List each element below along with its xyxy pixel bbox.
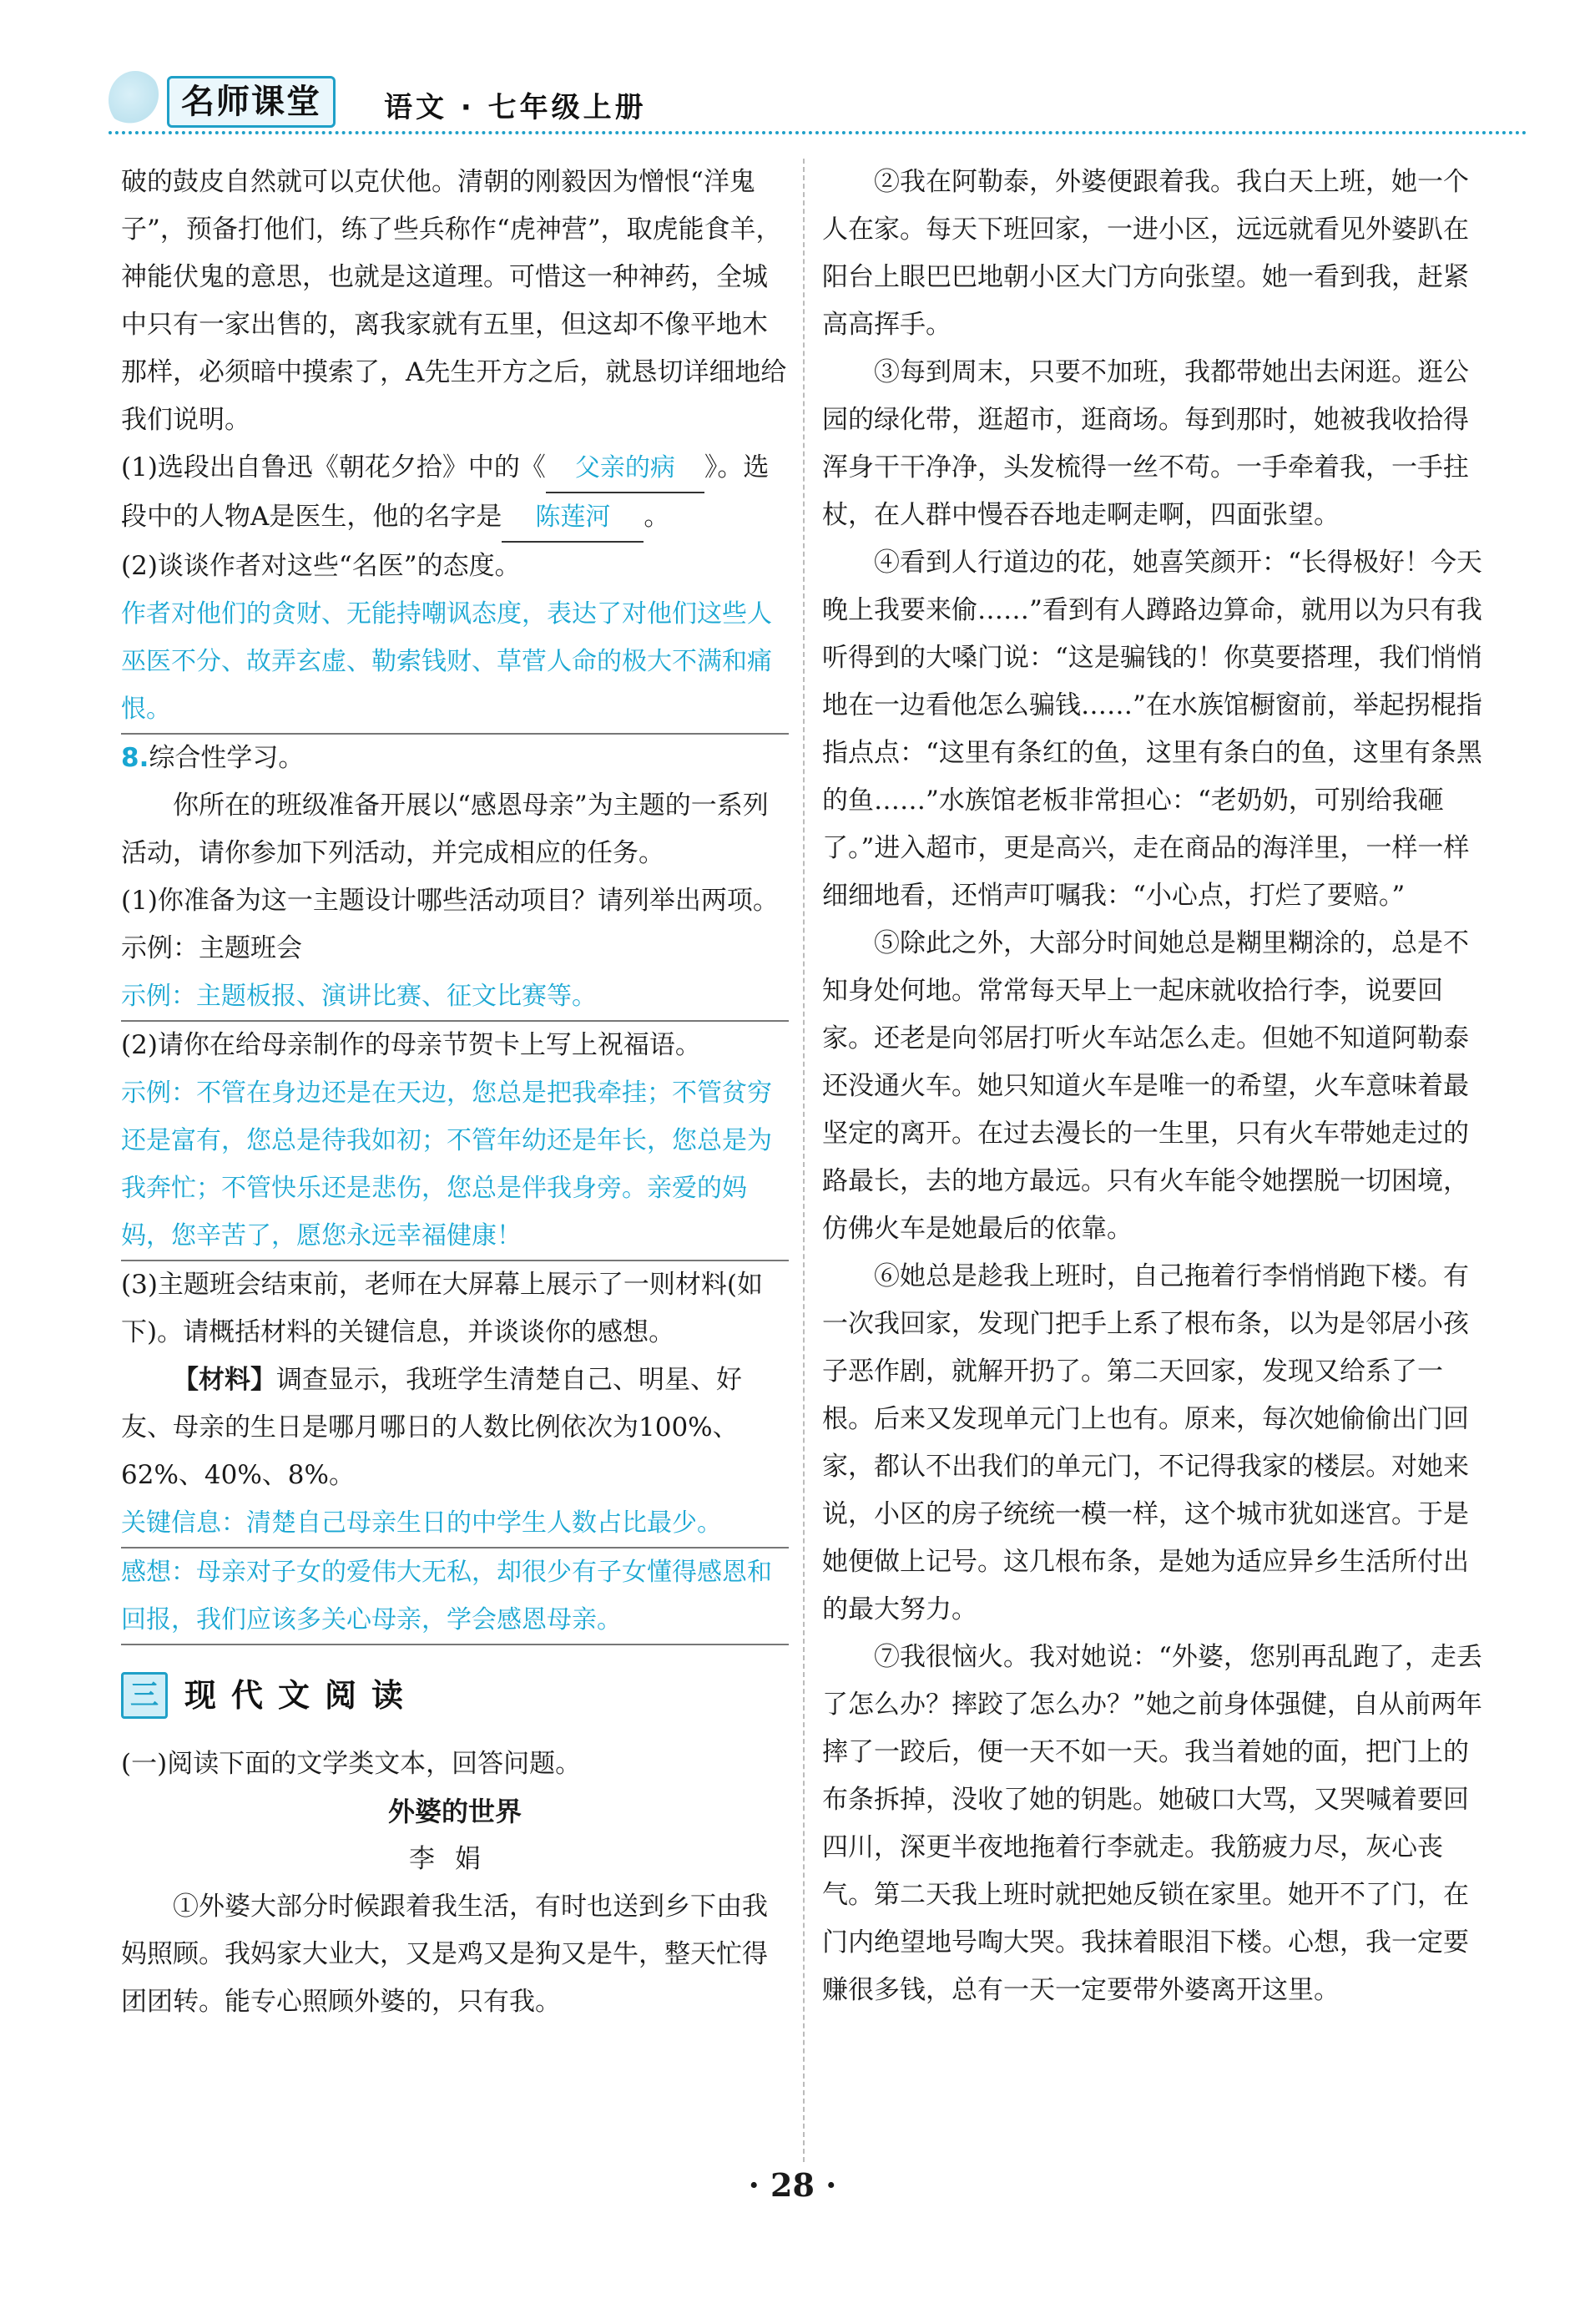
question-7-2: (2)谈谈作者对这些“名医”的态度。 [121,551,521,581]
q1-suffix: 。 [644,502,670,532]
question-8-intro: 你所在的班级准备开展以“感恩母亲”为主题的一系列活动，请你参加下列活动，并完成相应的任务。 [121,791,769,868]
article-paragraph-6: ⑥她总是趁我上班时，自己拖着行李悄悄跑下楼。有一次我回家，发现门把手上系了根布条，以为是邻居小孩子恶作剧，就解开扔了。第二天回家，发现又给系了一根。后来又发现单元门上也有。原来，每次她偷偷出门回家，都认不出我们的单元门，不记得我家的楼层。对她来说，小区的房子统统一模一样，这个城市犹如迷宫。于是她便做上记号。这几根布条，是她为适应异乡生活所付出的最大努力。 [822,1261,1469,1624]
column-divider [803,159,805,2162]
article-paragraph-2: ②我在阿勒泰，外婆便跟着我。我白天上班，她一个人在家。每天下班回家，一进小区，远远就看见外婆趴在阳台上眼巴巴地朝小区大门方向张望。她一看到我，赶紧高高挥手。 [822,167,1469,340]
example-text: 示例：主题班会 [121,933,302,963]
q1-mid: 》。选段中的人物A是医生，他的名字是 [121,452,770,532]
answer-8-3-feeling: 感想：母亲对子女的爱伟大无私，却很少有子女懂得感恩和回报，我们应该多关心母亲，学会感恩母亲。 [121,1548,789,1645]
article-author: 李娟 [409,1844,501,1874]
article-paragraph-7: ⑦我很恼火。我对她说：“外婆，您别再乱跑了，走丢了怎么办？摔跤了怎么办？”她之前身体强健，自从前两年摔了一跤后，便一天不如一天。我当着她的面，把门上的布条拆掉，没收了她的钥匙。她破口大骂，又哭喊着要回四川，深更半夜地拖着行李就走。我筋疲力尽，灰心丧气。第二天我上班时就把她反锁在家里。她开不了门，在门内绝望地号啕大哭。我抹着眼泪下楼。心想，我一定要赚很多钱，总有一天一定要带外婆离开这里。 [822,1642,1482,2005]
article-paragraph-1: ①外婆大部分时候跟着我生活，有时也送到乡下由我妈照顾。我妈家大业大，又是鸡又是狗又是牛，整天忙得团团转。能专心照顾外婆的，只有我。 [121,1892,768,2017]
material-paragraph [121,1357,789,1499]
material-text: 调查显示，我班学生清楚自己、明星、好友、母亲的生日是哪月哪日的人数比例依次为100%、62%、40%、8%。 [121,1365,742,1490]
question-8-1: (1)你准备为这一主题设计哪些活动项目？请列举出两项。 [121,886,779,916]
answer-7-2: 作者对他们的贪财、无能持嘲讽态度，表达了对他们这些人巫医不分、故弄玄虚、勒索钱财、草菅人命的极大不满和痛恨。 [121,590,789,735]
section-list-icon: 三 [121,1672,168,1719]
question-8-title: 综合性学习。 [149,743,305,773]
page-header [109,71,1527,138]
question-8-heading [121,735,789,782]
question-8-3: (3)主题班会结束前，老师在大屏幕上展示了一则材料(如下)。请概括材料的关键信息，并谈谈你的感想。 [121,1270,764,1347]
subject-label: 语文 · 七年级上册 [384,91,647,124]
answer-8-2: 示例：不管在身边还是在天边，您总是把我牵挂；不管贫穷还是富有，您总是待我如初；不管年幼还是年长，您总是为我奔忙；不管快乐还是悲伤，您总是伴我身旁。亲爱的妈妈，您辛苦了，愿您永远幸福健康！ [121,1069,789,1261]
question-7-1 [121,444,789,543]
right-column [822,159,1490,2014]
excerpt-paragraph: 破的鼓皮自然就可以克伏他。清朝的刚毅因为憎恨“洋鬼子”，预备打他们，练了些兵称作“虎神营”，取虎能食羊，神能伏鬼的意思，也就是这道理。可惜这一种神药，全城中只有一家出售的，离我家就有五里，但这却不像平地木那样，必须暗中摸索了，A先生开方之后，就恳切详细地给我们说明。 [121,167,787,435]
answer-8-1: 示例：主题板报、演讲比赛、征文比赛等。 [121,973,789,1022]
article-paragraph-5: ⑤除此之外，大部分时间她总是糊里糊涂的，总是不知身处何地。常常每天早上一起床就收拾行李，说要回家。还老是向邻居打听火车站怎么走。但她不知道阿勒泰还没通火车。她只知道火车是唯一的希望，火车意味着最坚定的离开。在过去漫长的一生里，只有火车带她走过的路最长，去的地方最远。只有火车能令她摆脱一切困境，仿佛火车是她最后的依靠。 [822,928,1469,1244]
page-number: · 28 · [748,2166,837,2204]
question-number-8: 8. [121,743,149,773]
answer-blank-title: 父亲的病 [546,444,704,493]
answer-8-3-key-info: 关键信息：清楚自己母亲生日的中学生人数占比最少。 [121,1499,789,1548]
question-8-2: (2)请你在给母亲制作的母亲节贺卡上写上祝福语。 [121,1030,701,1060]
answer-blank-doctor: 陈莲河 [502,493,644,543]
left-column [121,159,789,2026]
section-title: 现代文阅读 [184,1676,419,1714]
q1-prefix: (1)选段出自鲁迅《朝花夕拾》中的《 [121,452,546,482]
section-heading [121,1662,789,1729]
mascot-decoration-icon [109,71,162,129]
header-dotted-rule [109,131,1527,134]
reading-intro: (一)阅读下面的文学类文本，回答问题。 [121,1749,582,1779]
material-label: 【材料】 [173,1365,276,1395]
brand-label: 名师课堂 [167,76,336,128]
article-title: 外婆的世界 [387,1796,522,1827]
article-paragraph-3: ③每到周末，只要不加班，我都带她出去闲逛。逛公园的绿化带，逛超市，逛商场。每到那时，她被我收拾得浑身干干净净，头发梳得一丝不苟。一手牵着我，一手拄杖，在人群中慢吞吞地走啊走啊，四面张望。 [822,357,1469,530]
article-paragraph-4: ④看到人行道边的花，她喜笑颜开：“长得极好！今天晚上我要来偷……”看到有人蹲路边算命，就用以为只有我听得到的大嗓门说：“这是骗钱的！你莫要搭理，我们悄悄地在一边看他怎么骗钱……”在水族馆橱窗前，举起拐棍指指点点：“这里有条红的鱼，这里有条白的鱼，这里有条黑的鱼……”水族馆老板非常担心：“老奶奶，可别给我砸了。”进入超市，更是高兴，走在商品的海洋里，一样一样细细地看，还悄声叮嘱我：“小心点，打烂了要赔。” [822,548,1482,911]
